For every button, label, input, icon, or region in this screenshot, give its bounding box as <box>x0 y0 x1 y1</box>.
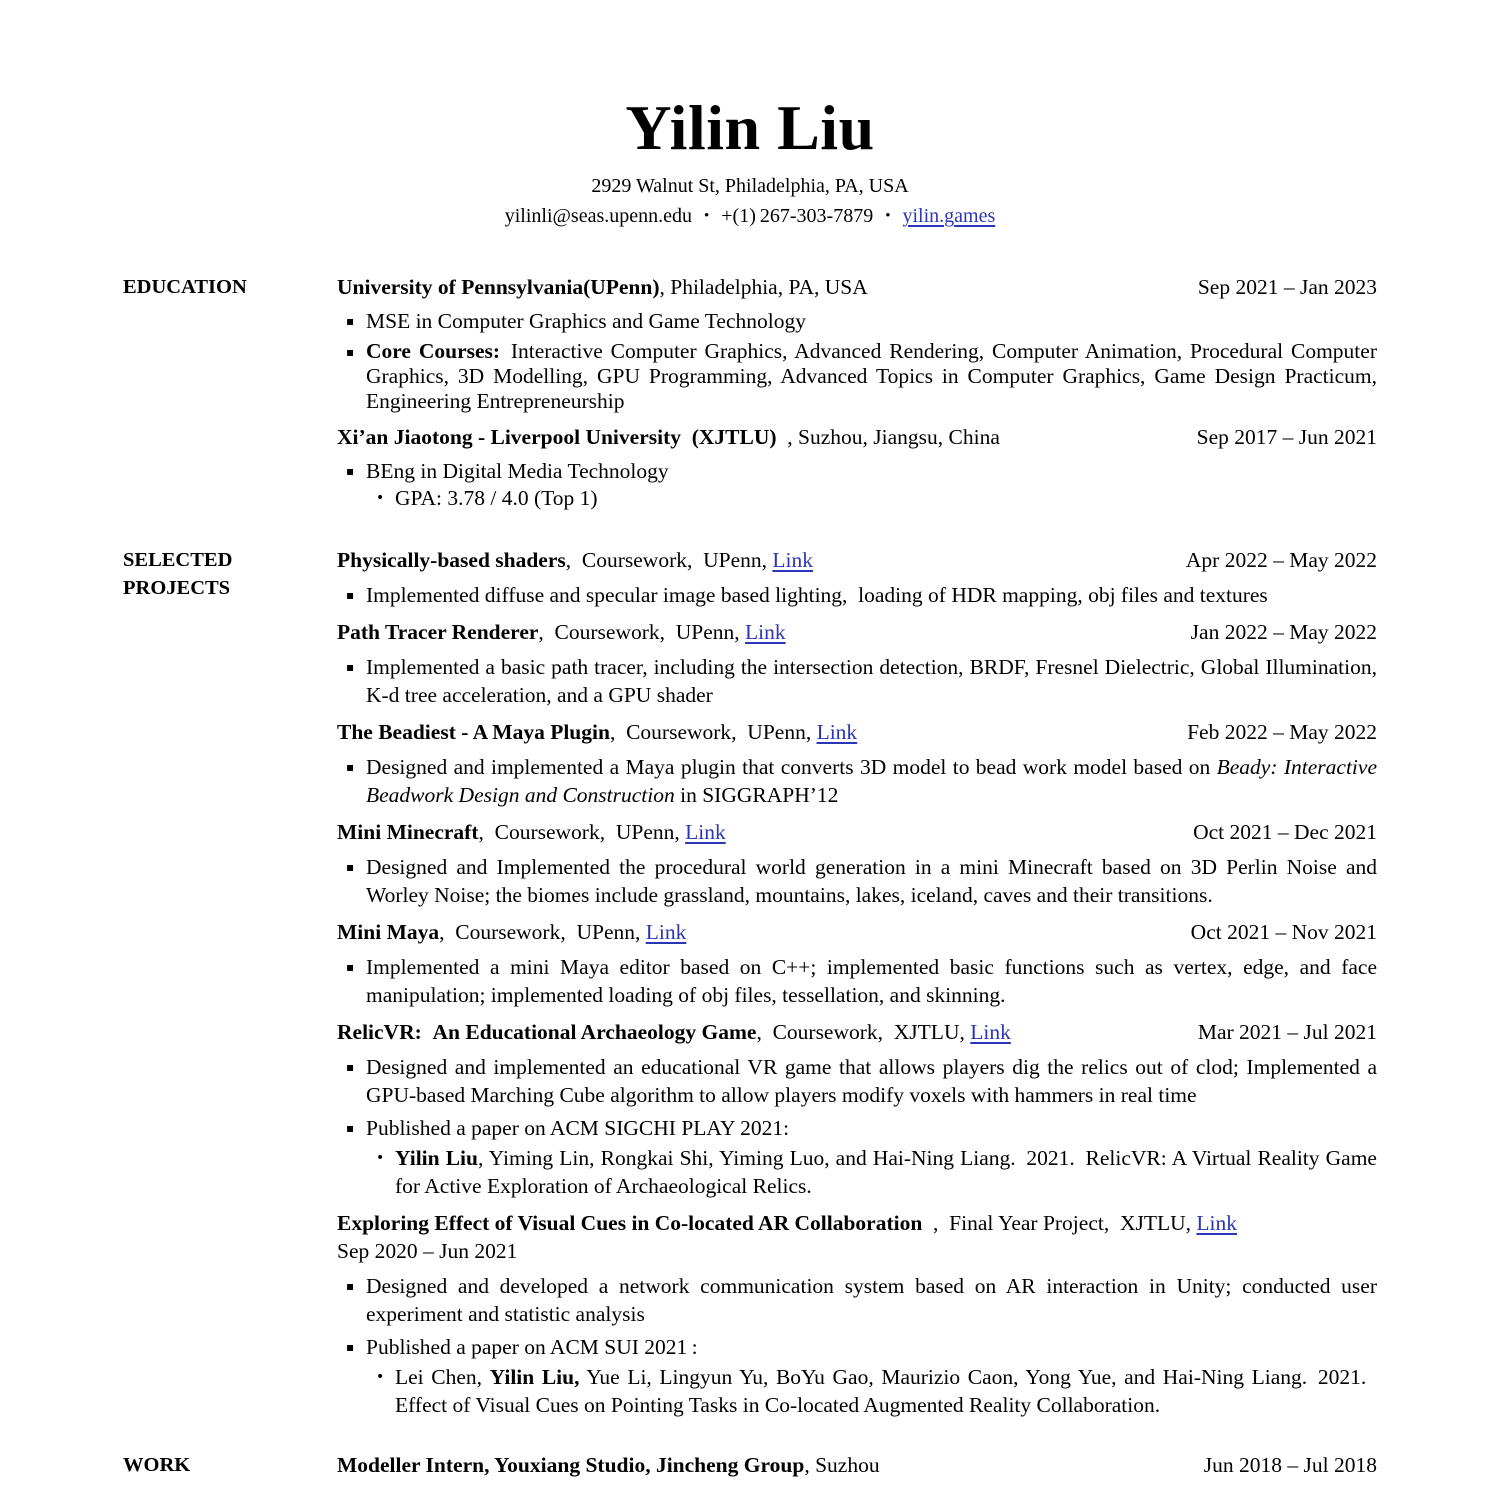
project-title: The Beadiest - A Maya Plugin <box>337 720 610 745</box>
entry-date: Oct 2021 – Dec 2021 <box>1193 820 1377 845</box>
education-entry-upenn <box>337 273 1377 301</box>
work-entry-modeller-intern <box>337 1451 1377 1479</box>
contact-email: yilinli@seas.upenn.edu <box>504 205 693 228</box>
cited-work-title: Beady: Interactive Beadwork Design and Construction <box>366 755 1377 808</box>
school-location: , Suzhou, Jiangsu, China <box>776 425 1000 450</box>
project-bullets <box>337 653 1377 709</box>
project-meta: , Coursework, UPenn, <box>565 548 768 573</box>
work-content <box>337 1451 1377 1479</box>
entry-date: Feb 2022 – May 2022 <box>1187 720 1377 745</box>
education-label: EDUCATION <box>123 276 247 299</box>
bullet-item: ▪ Published a paper on ACM SUI 2021 : • Lei Chen, Yilin Liu, Yue Li, Lingyun Yu, BoYu Gao, Maurizio Caon, Yong Yue, and Hai-Ning Liang. 2021. Effect of Visual Cues on Pointing Tasks in Co-located Augmented Reality Collaboration. <box>337 1333 1377 1419</box>
work-label: WORK <box>123 1454 191 1477</box>
school-name: University of Pennsylvania(UPenn) <box>337 275 660 300</box>
project-bullets <box>337 1053 1377 1200</box>
job-location: , Suzhou <box>804 1453 880 1478</box>
job-title: Modeller Intern, Youxiang Studio, Jincheng Group <box>337 1453 805 1478</box>
entry-date: Sep 2017 – Jun 2021 <box>1196 425 1377 450</box>
project-title: Physically-based shaders <box>337 548 566 573</box>
separator-bullet: • <box>704 208 710 225</box>
contact-phone: +(1) 267-303-7879 <box>721 205 874 228</box>
project-link-path-tracer[interactable]: Link <box>745 620 786 645</box>
entry-date: Mar 2021 – Jul 2021 <box>1197 1020 1377 1045</box>
publication-sublist <box>366 1144 1377 1200</box>
education-content <box>337 273 1377 510</box>
address-line: 2929 Walnut St, Philadelphia, PA, USA <box>591 175 909 198</box>
website-link[interactable]: yilin.games <box>902 205 996 228</box>
project-meta: , Coursework, XJTLU, <box>756 1020 965 1045</box>
entry-date: Jun 2018 – Jul 2018 <box>1203 1453 1377 1478</box>
project-meta: , Coursework, UPenn, <box>439 920 641 945</box>
person-name: Yilin Liu <box>625 92 875 163</box>
core-courses-label: Core Courses: <box>366 339 501 364</box>
project-meta: , Final Year Project, XJTLU, <box>922 1211 1192 1236</box>
publication-item: • Yilin Liu, Yiming Lin, Rongkai Shi, Yiming Luo, and Hai-Ning Liang. 2021. RelicVR: A Virtual Reality Game for Active Exploration of Archaeological Relics. <box>366 1144 1377 1200</box>
education-entry-xjtlu <box>337 423 1377 451</box>
degree-item: ▪ BEng in Digital Media Technology • GPA: 3.78 / 4.0 (Top 1) <box>337 458 1377 510</box>
separator-bullet: • <box>885 208 891 225</box>
section-work <box>123 1451 1377 1479</box>
project-bullets <box>337 753 1377 809</box>
section-education <box>123 273 1377 510</box>
projects-label: SELECTED PROJECTS <box>123 549 233 600</box>
project-relicvr <box>337 1018 1377 1046</box>
project-title: Mini Maya <box>337 920 440 945</box>
school-name: Xi’an Jiaotong - Liverpool University (XJTLU) <box>337 425 777 450</box>
project-meta: , Coursework, UPenn, <box>609 720 812 745</box>
project-link-mini-minecraft[interactable]: Link <box>685 820 726 845</box>
project-exploring-visual-cues <box>337 1209 1377 1237</box>
author-highlight: Yilin Liu, <box>489 1365 580 1390</box>
bullet-item: ▪ Published a paper on ACM SIGCHI PLAY 2021: • Yilin Liu, Yiming Lin, Rongkai Shi, Yiming Luo, and Hai-Ning Liang. 2021. RelicVR: A Virtual Reality Game for Active Exploration of Archaeological Relics. <box>337 1114 1377 1200</box>
author-highlight: Yilin Liu <box>395 1146 478 1171</box>
project-meta: , Coursework, UPenn, <box>538 620 740 645</box>
bullet-item: ▪ Designed and implemented a Maya plugin that converts 3D model to bead work model based on Beady: Interactive Beadwork Design and Construction in SIGGRAPH’12 <box>337 753 1377 809</box>
publication-item: • Lei Chen, Yilin Liu, Yue Li, Lingyun Yu, BoYu Gao, Maurizio Caon, Yong Yue, and Hai-Ning Liang. 2021. Effect of Visual Cues on Pointing Tasks in Co-located Augmented Reality Collaboration. <box>366 1363 1377 1419</box>
project-title: RelicVR: An Educational Archaeology Game <box>337 1020 757 1045</box>
degree-sublist <box>366 486 1377 510</box>
bullet-item: ▪ Implemented a basic path tracer, including the intersection detection, BRDF, Fresnel Dielectric, Global Illumination, K-d tree acceleration, and a GPU shader <box>337 653 1377 709</box>
project-link-exploring-visual-cues[interactable]: Link <box>1196 1211 1238 1236</box>
project-bullets <box>337 1272 1377 1419</box>
project-physically-based-shaders <box>337 546 1377 574</box>
project-link-relicvr[interactable]: Link <box>970 1020 1011 1045</box>
bullet-item: ▪ Designed and implemented an educational VR game that allows players dig the relics out of clod; Implemented a GPU-based Marching Cube algorithm to allow players modify voxels with hammers in real time <box>337 1053 1377 1109</box>
gpa-item: • GPA: 3.78 / 4.0 (Top 1) <box>366 486 1377 510</box>
education-bullets <box>337 308 1377 414</box>
entry-date: Sep 2021 – Jan 2023 <box>1197 275 1377 300</box>
bullet-item: ▪ Implemented diffuse and specular image based lighting, loading of HDR mapping, obj files and textures <box>337 581 1377 609</box>
entry-date: Sep 2020 – Jun 2021 <box>337 1239 518 1264</box>
project-title: Mini Minecraft <box>337 820 479 845</box>
bullet-item: ▪ Designed and Implemented the procedural world generation in a mini Minecraft based on 3D Perlin Noise and Worley Noise; the biomes include grassland, mountains, lakes, iceland, caves and their transitions. <box>337 853 1377 909</box>
projects-content <box>337 546 1377 1419</box>
project-title: Path Tracer Renderer <box>337 620 539 645</box>
degree-item: ▪ MSE in Computer Graphics and Game Technology <box>337 308 1377 334</box>
project-meta: , Coursework, UPenn, <box>478 820 680 845</box>
project-link-the-beadiest[interactable]: Link <box>816 720 858 745</box>
project-link-physically-based-shaders[interactable]: Link <box>772 548 813 573</box>
contact-line <box>123 203 1377 229</box>
resume-header <box>123 94 1377 229</box>
project-mini-maya <box>337 918 1377 946</box>
project-bullets <box>337 581 1377 609</box>
section-selected-projects <box>123 546 1377 1419</box>
publication-sublist <box>366 1363 1377 1419</box>
project-mini-minecraft <box>337 818 1377 846</box>
entry-date: Oct 2021 – Nov 2021 <box>1190 920 1377 945</box>
project-bullets <box>337 953 1377 1009</box>
school-location: , Philadelphia, PA, USA <box>659 275 868 300</box>
project-link-mini-maya[interactable]: Link <box>645 920 687 945</box>
core-courses-text: Interactive Computer Graphics, Advanced Rendering, Computer Animation, Procedural Computer Graphics, 3D Modelling, GPU Programming, Advanced Topics in Computer Graphics, Game Design Practicum, Engineering Entrepreneurship <box>366 339 1377 414</box>
project-title: Exploring Effect of Visual Cues in Co-located AR Collaboration <box>337 1211 923 1236</box>
project-path-tracer-renderer <box>337 618 1377 646</box>
project-the-beadiest <box>337 718 1377 746</box>
bullet-item: ▪ Implemented a mini Maya editor based on C++; implemented basic functions such as vertex, edge, and face manipulation; implemented loading of obj files, tessellation, and skinning. <box>337 953 1377 1009</box>
entry-date: Apr 2022 – May 2022 <box>1185 548 1377 573</box>
project-bullets <box>337 853 1377 909</box>
bullet-item: ▪ Designed and developed a network communication system based on AR interaction in Unity; conducted user experiment and statistic analysis <box>337 1272 1377 1328</box>
education-bullets <box>337 458 1377 510</box>
entry-date: Jan 2022 – May 2022 <box>1190 620 1377 645</box>
core-courses-item <box>337 339 1377 414</box>
